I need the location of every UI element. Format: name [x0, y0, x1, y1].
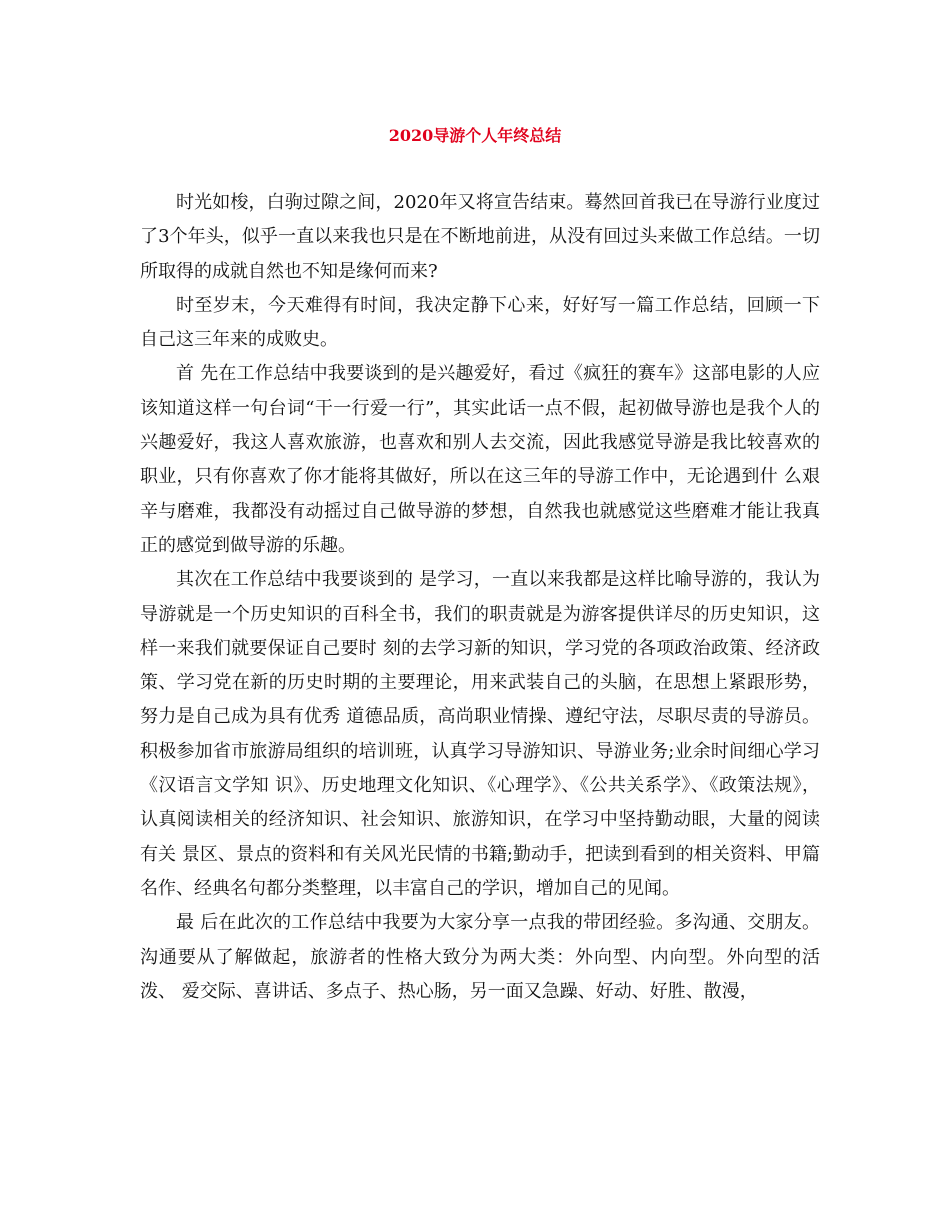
- document-body: [140, 186, 820, 1009]
- paragraph-3: 首 先在工作总结中我要谈到的是兴趣爱好，看过《疯狂的赛车》这部电影的人应该知道这样一句台词“干一行爱一行”，其实此话一点不假，起初做导游也是我个人的 兴趣爱好，我这人喜欢旅游，也喜欢和别人去交流，因此我感觉导游是我比较喜欢的职业，只有你喜欢了你才能将其做好，所以在这三年的导游工作中，无论遇到什 么艰辛与磨难，我都没有动摇过自己做导游的梦想，自然我也就感觉这些磨难才能让我真正的感觉到做导游的乐趣。: [140, 363, 820, 556]
- paragraph-5: 最 后在此次的工作总结中我要为大家分享一点我的带团经验。多沟通、交朋友。沟通要从了解做起，旅游者的性格大致分为两大类：外向型、内向型。外向型的活泼、 爱交际、喜讲话、多点子、热心肠，另一面又急躁、好动、好胜、散漫，: [140, 912, 820, 1002]
- paragraph-2: 时至岁末，今天难得有时间，我决定静下心来，好好写一篇工作总结，回顾一下自己这三年来的成败史。: [140, 294, 820, 351]
- paragraph-4: 其次在工作总结中我要谈到的 是学习，一直以来我都是这样比喻导游的，我认为导游就是一个历史知识的百科全书，我们的职责就是为游客提供详尽的历史知识，这样一来我们就要保证自己要时 刻的去学习新的知识，学习党的各项政治政策、经济政策、学习党在新的历史时期的主要理论，用来武装自己的头脑，在思想上紧跟形势，努力是自己成为具有优秀 道德品质，高尚职业情操、遵纪守法，尽职尽责的导游员。积极参加省市旅游局组织的培训班，认真学习导游知识、导游业务;业余时间细心学习《汉语言文学知 识》、历史地理文化知识、《心理学》、《公共关系学》、《政策法规》，认真阅读相关的经济知识、社会知识、旅游知识，在学习中坚持勤动眼，大量的阅读有关 景区、景点的资料和有关风光民情的书籍;勤动手，把读到看到的相关资料、甲篇名作、经典名句都分类整理，以丰富自己的学识，增加自己的见闻。: [140, 569, 820, 899]
- paragraph-1: 时光如梭，白驹过隙之间，2020年又将宣告结束。蓦然回首我已在导游行业度过了3个年头，似乎一直以来我也只是在不断地前进，从没有回过头来做工作总结。一切所取得的成就自然也不知是缘何而来?: [140, 192, 820, 282]
- document-title: 2020导游个人年终总结: [388, 126, 562, 145]
